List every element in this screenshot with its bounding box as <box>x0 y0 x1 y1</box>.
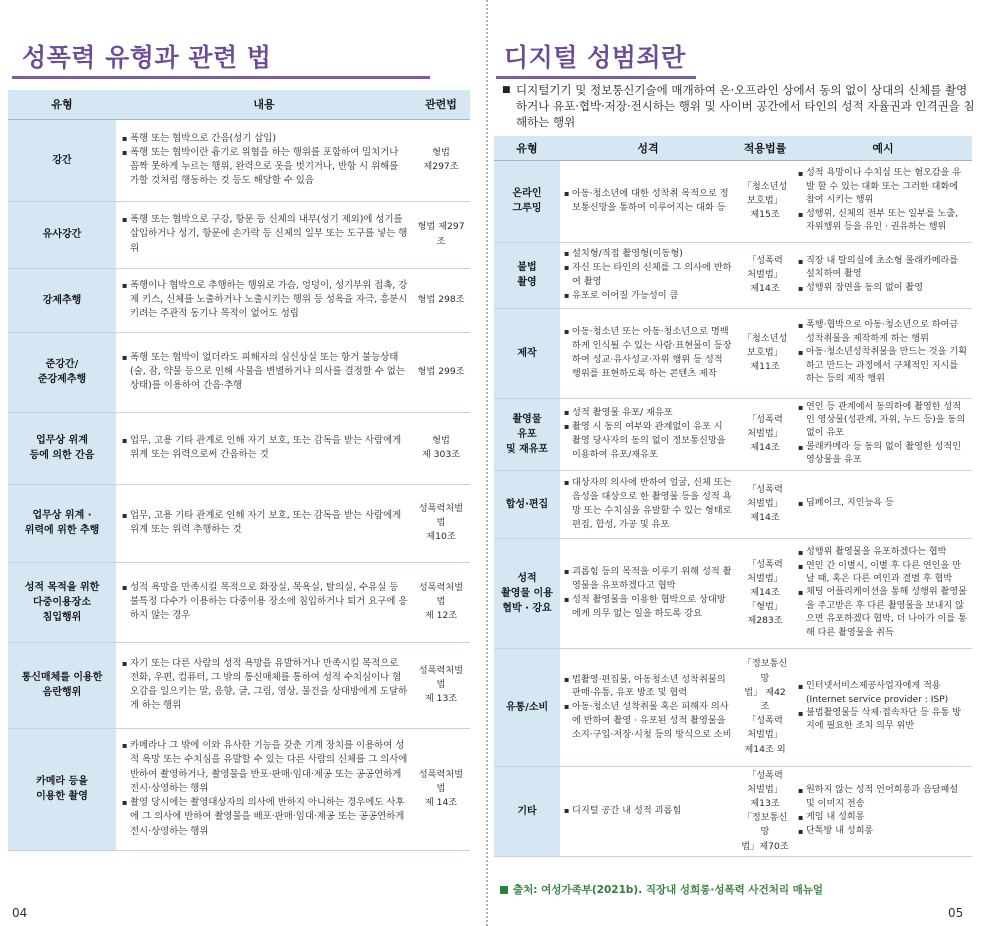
type-cell <box>494 470 560 538</box>
header-law: 관련법 <box>412 90 470 119</box>
square-bullet-icon <box>500 886 508 894</box>
right-page <box>492 0 975 926</box>
text-line: 제14조 <box>750 512 780 524</box>
content-cell <box>116 562 412 642</box>
page-title-left: 성폭력 유형과 관련 법 <box>22 43 272 72</box>
example-cell <box>794 766 972 856</box>
bullet-item: ▪ 몰래카메라 등 동의 없이 촬영한 성적인 영상물을 유포 <box>798 441 968 468</box>
text-line: 통신매체를 이용한 <box>21 672 103 683</box>
type-cell <box>8 412 116 484</box>
text-line: 「청소년성 <box>742 332 788 344</box>
text-line: 준강간/ <box>45 359 79 370</box>
type-cell <box>494 242 560 308</box>
law-cell <box>412 728 470 850</box>
text-line: 제 13조 <box>424 693 458 705</box>
text-line: 유통/소비 <box>505 701 549 713</box>
sexual-violence-table <box>8 90 470 851</box>
content-cell <box>116 332 412 412</box>
table-row <box>494 308 972 398</box>
bullet-item: ▪ 단톡방 내 성희롱 <box>798 825 968 838</box>
text-line: 제283조 <box>747 615 783 627</box>
table-row <box>8 332 470 412</box>
title-underline <box>496 76 696 79</box>
bullet-item: ▪ 대상자의 의사에 반하여 얼굴, 신체 또는 음성을 대상으로 한 촬영물 등을 성적 욕망 또는 수치심을 유발할 수 있는 형태로 편집, 합성, 가공 및 유포 <box>564 476 732 531</box>
character-cell <box>560 160 736 242</box>
example-cell <box>794 160 972 242</box>
law-cell <box>412 642 470 728</box>
type-cell <box>494 766 560 856</box>
text-line: 음란행위 <box>42 687 82 698</box>
law-cell <box>412 119 470 201</box>
type-cell <box>494 160 560 242</box>
content-cell <box>116 412 412 484</box>
table-row <box>494 766 972 856</box>
bullet-item: ▪ 성적 욕망을 만족시킬 목적으로 화장실, 목욕실, 탈의실, 수유실 등 불특정 다수가 이용하는 다중이용 장소에 침입하거나 퇴거 요구에 응하지 않는 경우 <box>122 581 408 624</box>
text-line: 제10조 <box>426 531 456 543</box>
text-line: 이용한 촬영 <box>36 791 88 802</box>
text-line: 보호법」 <box>747 346 783 358</box>
text-line: 제297조 <box>423 161 459 172</box>
text-line: 형법 298조 <box>417 293 465 305</box>
text-line: 그루밍 <box>512 203 542 214</box>
text-line: 「성폭력 <box>747 413 783 425</box>
bullet-item: ▪ 인터넷서비스제공사업자에게 적용 (Internet service provider : ISP) <box>798 680 968 707</box>
text-line: 제14조 <box>750 586 780 598</box>
law-cell <box>412 484 470 562</box>
text-line: 처벌법」 <box>747 729 783 741</box>
bullet-item: ▪ 불법촬영물등 삭제·접속차단 등 유통 방지에 필요한 조치 의무 위반 <box>798 707 968 734</box>
header-law: 적용법률 <box>736 136 794 160</box>
text-line: 「성폭력 <box>747 254 783 266</box>
type-cell <box>8 484 116 562</box>
header-type: 유형 <box>8 90 116 119</box>
table-row <box>8 484 470 562</box>
text-line: 형법 제297조 <box>417 221 465 247</box>
text-line: 처벌법」 <box>747 268 783 280</box>
law-cell <box>736 648 794 766</box>
text-line: 등에 의한 간음 <box>29 450 95 461</box>
bullet-item: ▪ 성적 욕망이나 수치심 또는 혐오감을 유발 할 수 있는 대화 또는 그러한 대화에 참여 시키는 행위 <box>798 167 968 207</box>
text-line: 처벌법」 <box>747 572 783 584</box>
law-cell <box>736 766 794 856</box>
law-cell <box>736 308 794 398</box>
type-cell <box>8 201 116 268</box>
text-line: 성적 목적을 위한 <box>24 581 100 593</box>
type-cell <box>494 538 560 648</box>
bullet-item: ▪ 연인 간 이별시, 이별 후 다른 연인을 만날 때, 혹은 다른 여인과 결별 후 협박 <box>798 560 968 587</box>
character-cell <box>560 242 736 308</box>
text-line: 다중이용장소 <box>33 596 91 608</box>
type-cell <box>8 119 116 201</box>
header-char: 성격 <box>560 136 736 160</box>
bullet-item: ▪ 성적 촬영물 유포/ 재유포 <box>564 406 732 420</box>
content-cell <box>116 728 412 850</box>
text-line: 법」제70조 <box>741 840 789 852</box>
table-row <box>8 412 470 484</box>
bullet-item: ▪ 성행위, 신체의 전부 또는 일부를 노출, 자위행위 등을 유인 · 권유하는 행위 <box>798 208 968 235</box>
bullet-item: ▪ 성행위 장면을 동의 없이 촬영 <box>798 282 968 295</box>
text-line: 성폭력처벌법 <box>418 664 464 690</box>
header-type: 유형 <box>494 136 560 160</box>
text-line: 및 재유포 <box>505 443 549 455</box>
text-line: 제15조 <box>750 209 780 221</box>
text-line: 기타 <box>517 805 537 817</box>
type-cell <box>8 642 116 728</box>
character-cell <box>560 308 736 398</box>
text-line: 합성·편집 <box>505 498 549 510</box>
table-row <box>494 470 972 538</box>
law-cell <box>412 268 470 332</box>
text-line: 「정보통신망 <box>742 812 788 838</box>
source-note <box>500 882 823 897</box>
character-cell <box>560 398 736 470</box>
source-text: 출처: 여성가족부(2021b). 직장내 성희롱·성폭력 사건처리 매뉴얼 <box>513 884 824 896</box>
table-row <box>8 562 470 642</box>
example-cell <box>794 648 972 766</box>
bullet-item: ▪ 업무, 고용 기타 관계로 인해 자기 보호, 또는 감독을 받는 사람에게 위계 또는 위력 추행하는 것 <box>122 509 408 537</box>
bullet-item: ▪ 게임 내 성희롱 <box>798 811 968 824</box>
text-line: 제 14조 <box>424 797 458 809</box>
text-line: 준강제추행 <box>37 374 87 385</box>
bullet-item: ▪ 자기 또는 다른 사람의 성적 욕망을 유발하거나 만족시킬 목적으로 전화, 우편, 컴퓨터, 그 밖의 통신매체를 통하여 성적 수치심이나 혐오감을 일으키는 말, 음향, 글, 그림, 영상, 물건을 상대방에게 도달하게 하는 행위 <box>122 657 408 714</box>
text-line: 성적 <box>517 572 537 584</box>
law-cell <box>736 398 794 470</box>
bullet-item: ▪ 법촬영·편집물, 아동청소년 성착취물의 판매·유통, 유포 방조 및 협력 <box>564 673 732 701</box>
text-line: 유사강간 <box>42 229 82 240</box>
table-row <box>8 201 470 268</box>
type-cell <box>494 398 560 470</box>
text-line: 제13조 <box>750 797 780 809</box>
bullet-item: ▪ 딥페이크, 지인능욕 등 <box>798 497 968 510</box>
text-line: 「성폭력 <box>747 769 783 781</box>
table-row <box>8 268 470 332</box>
bullet-item: ▪ 채팅 어플리케이션을 통해 성행위 촬영물을 주고받은 후 다른 촬영물을 보내지 않으면 유포하겠다 협박, 더 나아가 이를 통해 다른 촬영물을 취득 <box>798 586 968 640</box>
text-line: 「성폭력 <box>747 483 783 495</box>
content-cell <box>116 268 412 332</box>
text-line: 법」 제42조 <box>744 686 786 712</box>
text-line: 형법 <box>432 146 450 158</box>
text-line: 온라인 <box>512 188 542 199</box>
example-cell <box>794 538 972 648</box>
example-cell <box>794 398 972 470</box>
law-cell <box>412 201 470 268</box>
bullet-item: ▪ 폭행이나 협박으로 추행하는 행위로 가슴, 엉덩이, 성기부위 접촉, 강제 키스, 신체를 노출하거나 노출시키는 행위 등 성욕을 자극, 흥분시키려는 주관적 동기나 목적이 없어도 성립 <box>122 279 408 322</box>
type-cell <box>494 308 560 398</box>
page-title-right: 디지털 성범죄란 <box>504 43 686 72</box>
text-line: 「형법」 <box>746 601 784 613</box>
text-line: 협박 · 강요 <box>502 602 552 614</box>
text-line: 불법 <box>517 262 537 273</box>
text-line: 유포 <box>517 428 537 440</box>
definition-body: 디지털기기 및 정보통신기술에 매개하여 온·오프라인 상에서 동의 없이 상대의 신체를 촬영하거나 유포·협박·저장·전시하는 행위 및 사이버 공간에서 타인의 성적 자율권과 인격권을 침해하는 행위 <box>516 83 975 129</box>
text-line: 형법 299조 <box>417 365 465 377</box>
table-row <box>8 642 470 728</box>
bullet-item: ▪ 자신 또는 타인의 신체를 그 의사에 반하여 촬영 <box>564 261 732 289</box>
page-number: 04 <box>12 906 28 920</box>
content-cell <box>116 642 412 728</box>
table-row <box>494 648 972 766</box>
text-line: 침입행위 <box>42 611 82 623</box>
bullet-item: ▪ 업무, 고용 기타 관계로 인해 자기 보호, 또는 감독을 받는 사람에게 위계 또는 위력으로써 간음하는 것 <box>122 434 408 462</box>
table-row <box>8 119 470 201</box>
bullet-item: ▪ 성적 촬영물을 이용한 협박으로 상대방에게 의무 없는 일을 하도록 강요 <box>564 593 732 621</box>
text-line: 제 12조 <box>424 610 458 622</box>
text-line: 처벌법」 <box>747 427 783 439</box>
table-row <box>8 728 470 850</box>
table-row <box>494 160 972 242</box>
type-cell <box>8 268 116 332</box>
text-line: 「청소년성 <box>742 180 788 192</box>
bullet-item: ▪ 아동·청소년에 대한 성착취 목적으로 정보통신망을 통하여 이루어지는 대화 등 <box>564 187 732 215</box>
text-line: 카메라 등을 <box>36 776 88 787</box>
type-cell <box>8 562 116 642</box>
left-page <box>0 0 480 926</box>
bullet-icon: ■ <box>502 85 511 95</box>
table-row <box>494 398 972 470</box>
text-line: 강간 <box>52 154 72 166</box>
bullet-item: ▪ 카메라나 그 밖에 이와 유사한 기능을 갖춘 기계 장치를 이용하여 성적 욕망 또는 수치심을 유발할 수 있는 다른 사람의 신체를 그 의사에 반하여 촬영하거나, 촬영물을 반포·판매·임대·제공 또는 공공연하게 전시·상영하는 행위 <box>122 739 408 796</box>
title-underline <box>12 76 430 79</box>
bullet-item: ▪ 성행위 촬영물을 유포하겠다는 협박 <box>798 546 968 559</box>
bullet-item: ▪ 아동·청소년 또는 아동·청소년으로 명백하게 인식될 수 있는 사람·표현물이 등장하여 성교·유사성교·자위 행위 등 성적 행위를 표현하도록 하는 콘텐츠 제작 <box>564 325 732 380</box>
text-line: 촬영물 <box>512 413 542 425</box>
law-cell <box>736 470 794 538</box>
bullet-item: ▪ 폭행 또는 협박이란 흉기로 위협을 하는 행위를 포함하여 밀치거나 꼼짝 못하게 누르는 행위, 완력으로 옷을 벗기거나, 반항 시 위해를 가할 것처럼 행동하는 것 등도 해당할 수 있음 <box>122 146 408 189</box>
bullet-item: ▪ 폭행 또는 협박이 없더라도 피해자의 심신상실 또는 항거 불능상태(술, 잠, 약물 등으로 인해 사물을 변별하거나 의사를 결정할 수 없는 상태)를 이용하여 간음·추행 <box>122 351 408 394</box>
text-line: 「성폭력 <box>747 558 783 570</box>
bullet-item: ▪ 촬영 당시에는 촬영대상자의 의사에 반하지 아니하는 경우에도 사후에 그 의사에 반하여 촬영물을 배포·판매·임대·제공 또는 공공연하게 전시·상영하는 행위 <box>122 796 408 839</box>
text-line: 제 303조 <box>421 449 461 460</box>
text-line: 업무상 위계 · <box>32 510 92 521</box>
law-cell <box>412 332 470 412</box>
law-cell <box>736 242 794 308</box>
text-line: 제11조 <box>750 361 780 373</box>
text-line: 강제추행 <box>42 294 82 306</box>
content-cell <box>116 484 412 562</box>
character-cell <box>560 766 736 856</box>
text-line: 「성폭력 <box>747 715 783 727</box>
text-line: 처벌법」 <box>747 783 783 795</box>
law-cell <box>736 538 794 648</box>
content-cell <box>116 201 412 268</box>
bullet-item: ▪ 연인 등 관계에서 동의하에 촬영한 성적인 영상물(성관계, 자위, 누드 등)을 동의 없이 유포 <box>798 401 968 441</box>
bullet-item: ▪ 설치형/직접 촬영형(이동형) <box>564 247 732 261</box>
text-line: 위력에 위한 추행 <box>24 525 100 536</box>
bullet-item: ▪ 원하지 않는 성적 언어희롱과 음담패설 및 이미지 전송 <box>798 784 968 811</box>
text-line: 촬영물 이용 <box>501 587 553 599</box>
digital-crime-table <box>494 136 972 857</box>
text-line: 보호법」 <box>747 194 783 206</box>
example-cell <box>794 242 972 308</box>
character-cell <box>560 538 736 648</box>
type-cell <box>494 648 560 766</box>
bullet-item: ▪ 폭행 또는 협박으로 구강, 항문 등 신체의 내부(성기 제외)에 성기를 삽입하거나 성기, 항문에 손가락 등 신체의 일부 또는 도구를 넣는 행위 <box>122 213 408 256</box>
page-number: 05 <box>948 906 964 920</box>
table-row <box>494 242 972 308</box>
law-cell <box>412 412 470 484</box>
law-cell <box>736 160 794 242</box>
character-cell <box>560 470 736 538</box>
content-cell <box>116 119 412 201</box>
bullet-item: ▪ 디지털 공간 내 성적 괴롭힘 <box>564 804 732 818</box>
text-line: 제작 <box>517 347 537 359</box>
bullet-item: ▪ 괴롭힘 등의 목적을 이루기 위해 성적 촬영물을 유포하겠다고 협박 <box>564 565 732 593</box>
text-line: 성폭력처벌법 <box>418 581 464 607</box>
header-example: 예시 <box>794 136 972 160</box>
text-line: 성폭력처벌법 <box>418 768 464 794</box>
bullet-item: ▪ 유포로 이어질 가능성이 큼 <box>564 289 732 303</box>
page-divider <box>486 0 488 926</box>
character-cell <box>560 648 736 766</box>
bullet-item: ▪ 아동·청소년 성착취물 혹은 피해자 의사에 반하여 촬영 · 유포된 성적 촬영물을 소지·구입·저장·시청 등의 방식으로 소비 <box>564 700 732 741</box>
text-line: 제14조 <box>750 442 780 454</box>
bullet-item: ▪ 직장 내 탈의실에 초소형 몰래카메라를 설치하여 촬영 <box>798 255 968 282</box>
table-row <box>494 538 972 648</box>
bullet-item: ▪ 촬영 시 동의 여부와 관계없이 유포 시 촬영 당사자의 동의 없이 정보통신망을 이용하여 유포/재유포 <box>564 420 732 461</box>
law-cell <box>412 562 470 642</box>
type-cell <box>8 332 116 412</box>
bullet-item: ▪ 폭행 또는 협박으로 간음(성기 삽입) <box>122 132 408 146</box>
bullet-item: ▪ 아동·청소년성착취물을 만드는 것을 기획하고 만드는 과정에서 구체적인 지시를 하는 등의 제작 행위 <box>798 346 968 386</box>
text-line: 제14조 <box>750 283 780 295</box>
type-cell <box>8 728 116 850</box>
text-line: 촬영 <box>517 277 537 288</box>
text-line: 형법 <box>432 434 450 446</box>
header-content: 내용 <box>116 90 412 119</box>
text-line: 업무상 위계 <box>36 435 88 446</box>
text-line: 처벌법」 <box>747 497 783 509</box>
text-line: 성폭력처벌법 <box>418 502 464 528</box>
definition-text <box>502 82 976 130</box>
example-cell <box>794 470 972 538</box>
text-line: 「정보통신망 <box>742 658 788 684</box>
text-line: 제14조 외 <box>744 743 786 755</box>
example-cell <box>794 308 972 398</box>
bullet-item: ▪ 폭행·협박으로 아동·청소년으로 하여금 성착취물을 제작하게 하는 행위 <box>798 319 968 346</box>
